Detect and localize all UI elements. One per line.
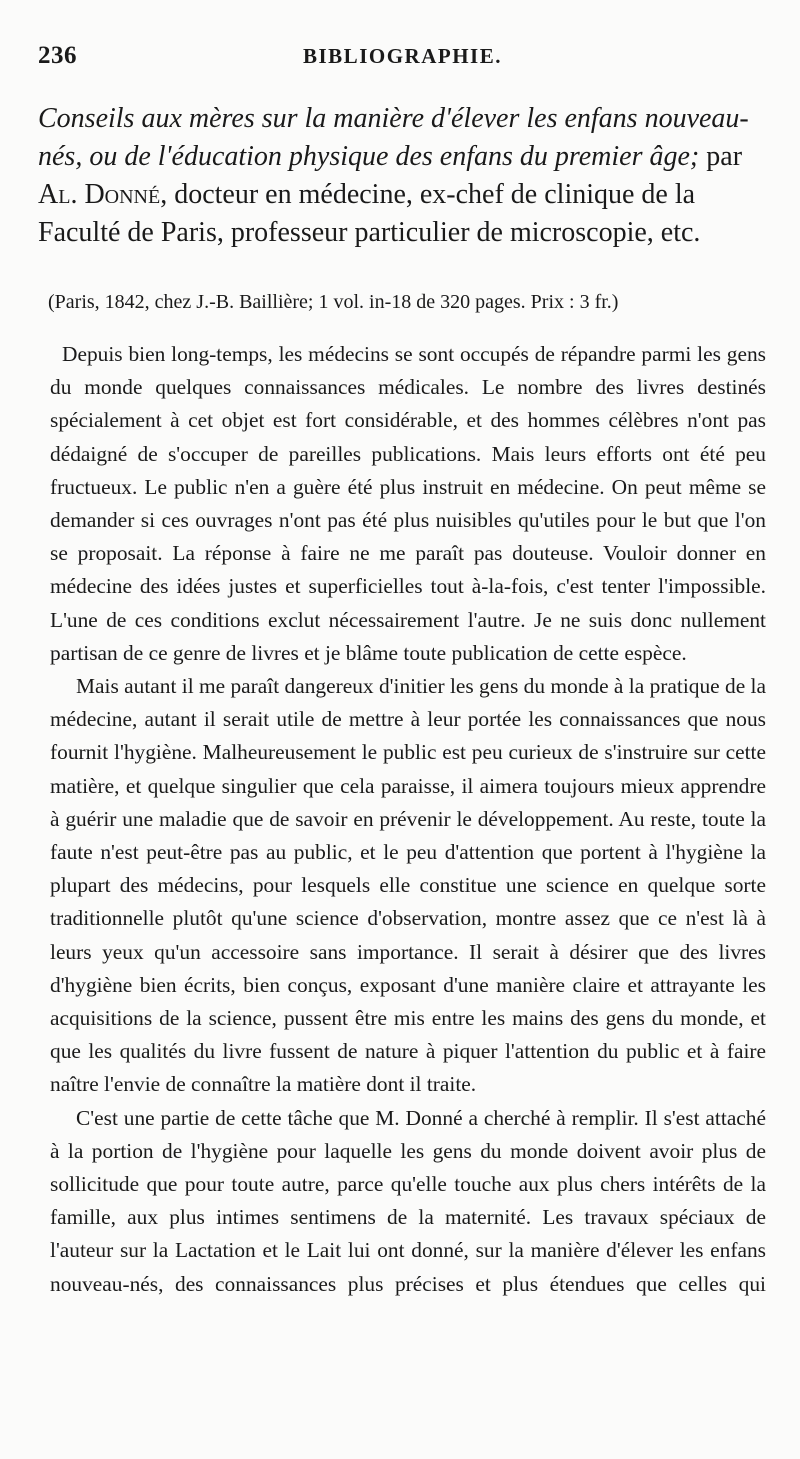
paragraph: Depuis bien long-temps, les médecins se sont occupés de répandre parmi les gens du monde quelques connaissances médicales. Le nombre des livres destinés spécialement à cet objet est fort considérable, et des hommes célèbres n'ont pas dédaigné de s'occuper de pareilles publications. Mais leurs efforts ont été peu fructueux. Le public n'en a guère été plus instruit en médecine. On peut même se demander si ces ouvrages n'ont pas été plus nuisibles qu'utiles pour le but que l'on se proposait. La réponse à faire ne me paraît pas douteuse. Vouloir donner en médecine des idées justes et superficielles tout à-la-fois, c'est tenter l'impossible. L'une de ces conditions exclut nécessairement l'autre. Je ne suis donc nullement partisan de ce genre de livres et je blâme toute publication de cette espèce.	[50, 342, 766, 665]
paragraph: Mais autant il me paraît dangereux d'initier les gens du monde à la pratique de la médecine, autant il serait utile de mettre à leur portée les connaissances que nous fournit l'hygiène. Malheureusement le public est peu curieux de s'instruire sur cette matière, et quelque singulier que cela paraisse, il aimera toujours mieux apprendre à guérir une maladie que de savoir en prévenir le développement. Au reste, toute la faute n'est peut-être pas au public, et le peu d'attention que portent à l'hygiène la plupart des médecins, pour lesquels elle constitue une science en quelque sorte traditionnelle plutôt qu'une science d'observation, montre assez que ce n'est là à leurs yeux qu'un accessoire sans importance. Il serait à désirer que des livres d'hygiène bien écrits, bien conçus, exposant d'une manière claire et attrayante les acquisitions de la science, pussent être mis entre les mains des gens du monde, et que les qualités du livre fussent de nature à piquer l'attention du public et à faire naître l'envie de connaître la matière dont il traite.	[50, 674, 766, 1097]
author-credentials: , docteur en médecine, ex-chef de clinique de la Faculté de Paris, professeur particulier de microscopie, etc.	[38, 179, 701, 248]
page-number: 236	[38, 42, 77, 69]
publication-details: (Paris, 1842, chez J.-B. Baillière; 1 vol. in-18 de 320 pages. Prix : 3 fr.)	[48, 291, 619, 313]
paragraph: C'est une partie de cette tâche que M. Donné a cherché à remplir. Il s'est attaché à la portion de l'hygiène pour laquelle les gens du monde doivent avoir plus de sollicitude que pour toute autre, parce qu'elle touche aux plus chers intérêts de la famille, aux plus intimes sentimens de la maternité. Les travaux spéciaux de l'auteur sur la Lactation et le Lait lui ont donné, sur la manière d'élever les enfans nouveau-nés, des connaissances plus précises et plus étendues que celles qui	[50, 1105, 766, 1296]
review-body	[50, 338, 766, 1301]
book-title-italic: Conseils aux mères sur la manière d'élever les enfans nouveau-nés, ou de l'éducation physique des enfans du premier âge;	[38, 103, 749, 172]
bibliographic-entry-title	[38, 100, 764, 252]
running-head: BIBLIOGRAPHIE.	[303, 44, 502, 68]
page-header	[38, 42, 778, 76]
author-name: Al. Donné	[38, 179, 161, 210]
by-word: par	[706, 141, 743, 172]
